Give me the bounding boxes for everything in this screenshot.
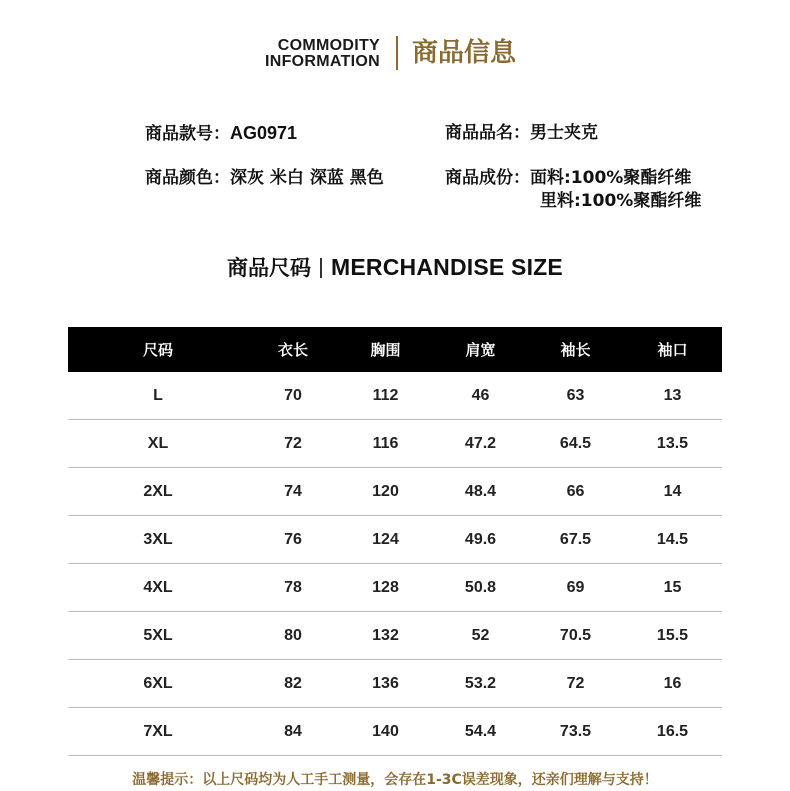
shoulder-cell: 49.6: [433, 516, 528, 564]
composition-row: [445, 167, 691, 189]
table-row: [68, 708, 722, 756]
sleeve-cell: 70.5: [528, 612, 623, 660]
cuff-cell: 13.5: [623, 420, 722, 468]
shoulder-cell: 54.4: [433, 708, 528, 756]
col-header-shoulder: 肩宽: [465, 341, 496, 359]
length-cell: 78: [248, 564, 338, 612]
header-divider: [396, 36, 398, 70]
table-row: [68, 516, 722, 564]
size-section-title: [0, 252, 790, 282]
table-header-row: [68, 327, 722, 372]
cuff-cell: 14.5: [623, 516, 722, 564]
shoulder-cell: 52: [433, 612, 528, 660]
size-chart-table: [68, 327, 722, 756]
style-number-label: 商品款号：: [145, 124, 230, 144]
chest-cell: 112: [338, 372, 433, 420]
shoulder-cell: 46: [433, 372, 528, 420]
col-header-length: 衣长: [277, 341, 308, 359]
composition-row-2: [540, 190, 701, 212]
sleeve-cell: 73.5: [528, 708, 623, 756]
product-name-value: 男士夹克: [530, 123, 598, 143]
sleeve-cell: 66: [528, 468, 623, 516]
composition-label: 商品成份：: [445, 168, 530, 188]
commodity-info-header: [0, 36, 790, 76]
product-color-value: 深灰 米白 深蓝 黑色: [230, 168, 384, 188]
header-title-en-line1: COMMODITY: [277, 37, 380, 54]
sleeve-cell: 69: [528, 564, 623, 612]
chest-cell: 128: [338, 564, 433, 612]
header-title-en: [222, 38, 380, 70]
sleeve-cell: 72: [528, 660, 623, 708]
product-color-row: [145, 167, 384, 189]
style-number-row: [145, 122, 297, 145]
sleeve-cell: 67.5: [528, 516, 623, 564]
table-row: [68, 564, 722, 612]
cuff-cell: 16.5: [623, 708, 722, 756]
table-row: [68, 660, 722, 708]
header-title-cn: 商品信息: [412, 38, 517, 68]
length-cell: 70: [248, 372, 338, 420]
product-name-row: [445, 122, 598, 144]
length-cell: 76: [248, 516, 338, 564]
length-cell: 72: [248, 420, 338, 468]
size-cell: 3XL: [68, 516, 248, 564]
composition-line2: 里料:100%聚酯纤维: [540, 191, 702, 211]
chest-cell: 140: [338, 708, 433, 756]
shoulder-cell: 48.4: [433, 468, 528, 516]
col-header-chest: 胸围: [370, 341, 401, 359]
size-cell: 7XL: [68, 708, 248, 756]
length-cell: 82: [248, 660, 338, 708]
length-cell: 84: [248, 708, 338, 756]
size-cell: 6XL: [68, 660, 248, 708]
sleeve-cell: 63: [528, 372, 623, 420]
product-name-label: 商品品名：: [445, 123, 530, 143]
chest-cell: 120: [338, 468, 433, 516]
cuff-cell: 16: [623, 660, 722, 708]
sleeve-cell: 64.5: [528, 420, 623, 468]
col-header-sleeve: 袖长: [560, 341, 591, 359]
product-color-label: 商品颜色：: [145, 168, 230, 188]
length-cell: 74: [248, 468, 338, 516]
chest-cell: 136: [338, 660, 433, 708]
size-cell: 4XL: [68, 564, 248, 612]
header-title-en-line2: INFORMATION: [265, 53, 380, 70]
col-header-cuff: 袖口: [657, 341, 688, 359]
chest-cell: 124: [338, 516, 433, 564]
table-row: [68, 372, 722, 420]
size-cell: XL: [68, 420, 248, 468]
shoulder-cell: 50.8: [433, 564, 528, 612]
cuff-cell: 14: [623, 468, 722, 516]
table-row: [68, 612, 722, 660]
size-title-en: MERCHANDISE SIZE: [331, 254, 563, 280]
style-number-value: AG0971: [230, 123, 298, 143]
size-cell: L: [68, 372, 248, 420]
chest-cell: 132: [338, 612, 433, 660]
measurement-notice: 温馨提示：以上尺码均为人工手工测量，会存在1-3C误差现象，还亲们理解与支持！: [132, 772, 658, 788]
table-row: [68, 420, 722, 468]
shoulder-cell: 47.2: [433, 420, 528, 468]
size-cell: 2XL: [68, 468, 248, 516]
cuff-cell: 15: [623, 564, 722, 612]
size-cell: 5XL: [68, 612, 248, 660]
composition-line1: 面料:100%聚酯纤维: [530, 168, 692, 188]
col-header-size: 尺码: [142, 341, 173, 359]
chest-cell: 116: [338, 420, 433, 468]
size-title-cn: 商品尺码: [227, 256, 312, 280]
table-row: [68, 468, 722, 516]
size-title-divider: [320, 258, 322, 278]
shoulder-cell: 53.2: [433, 660, 528, 708]
length-cell: 80: [248, 612, 338, 660]
cuff-cell: 13: [623, 372, 722, 420]
cuff-cell: 15.5: [623, 612, 722, 660]
